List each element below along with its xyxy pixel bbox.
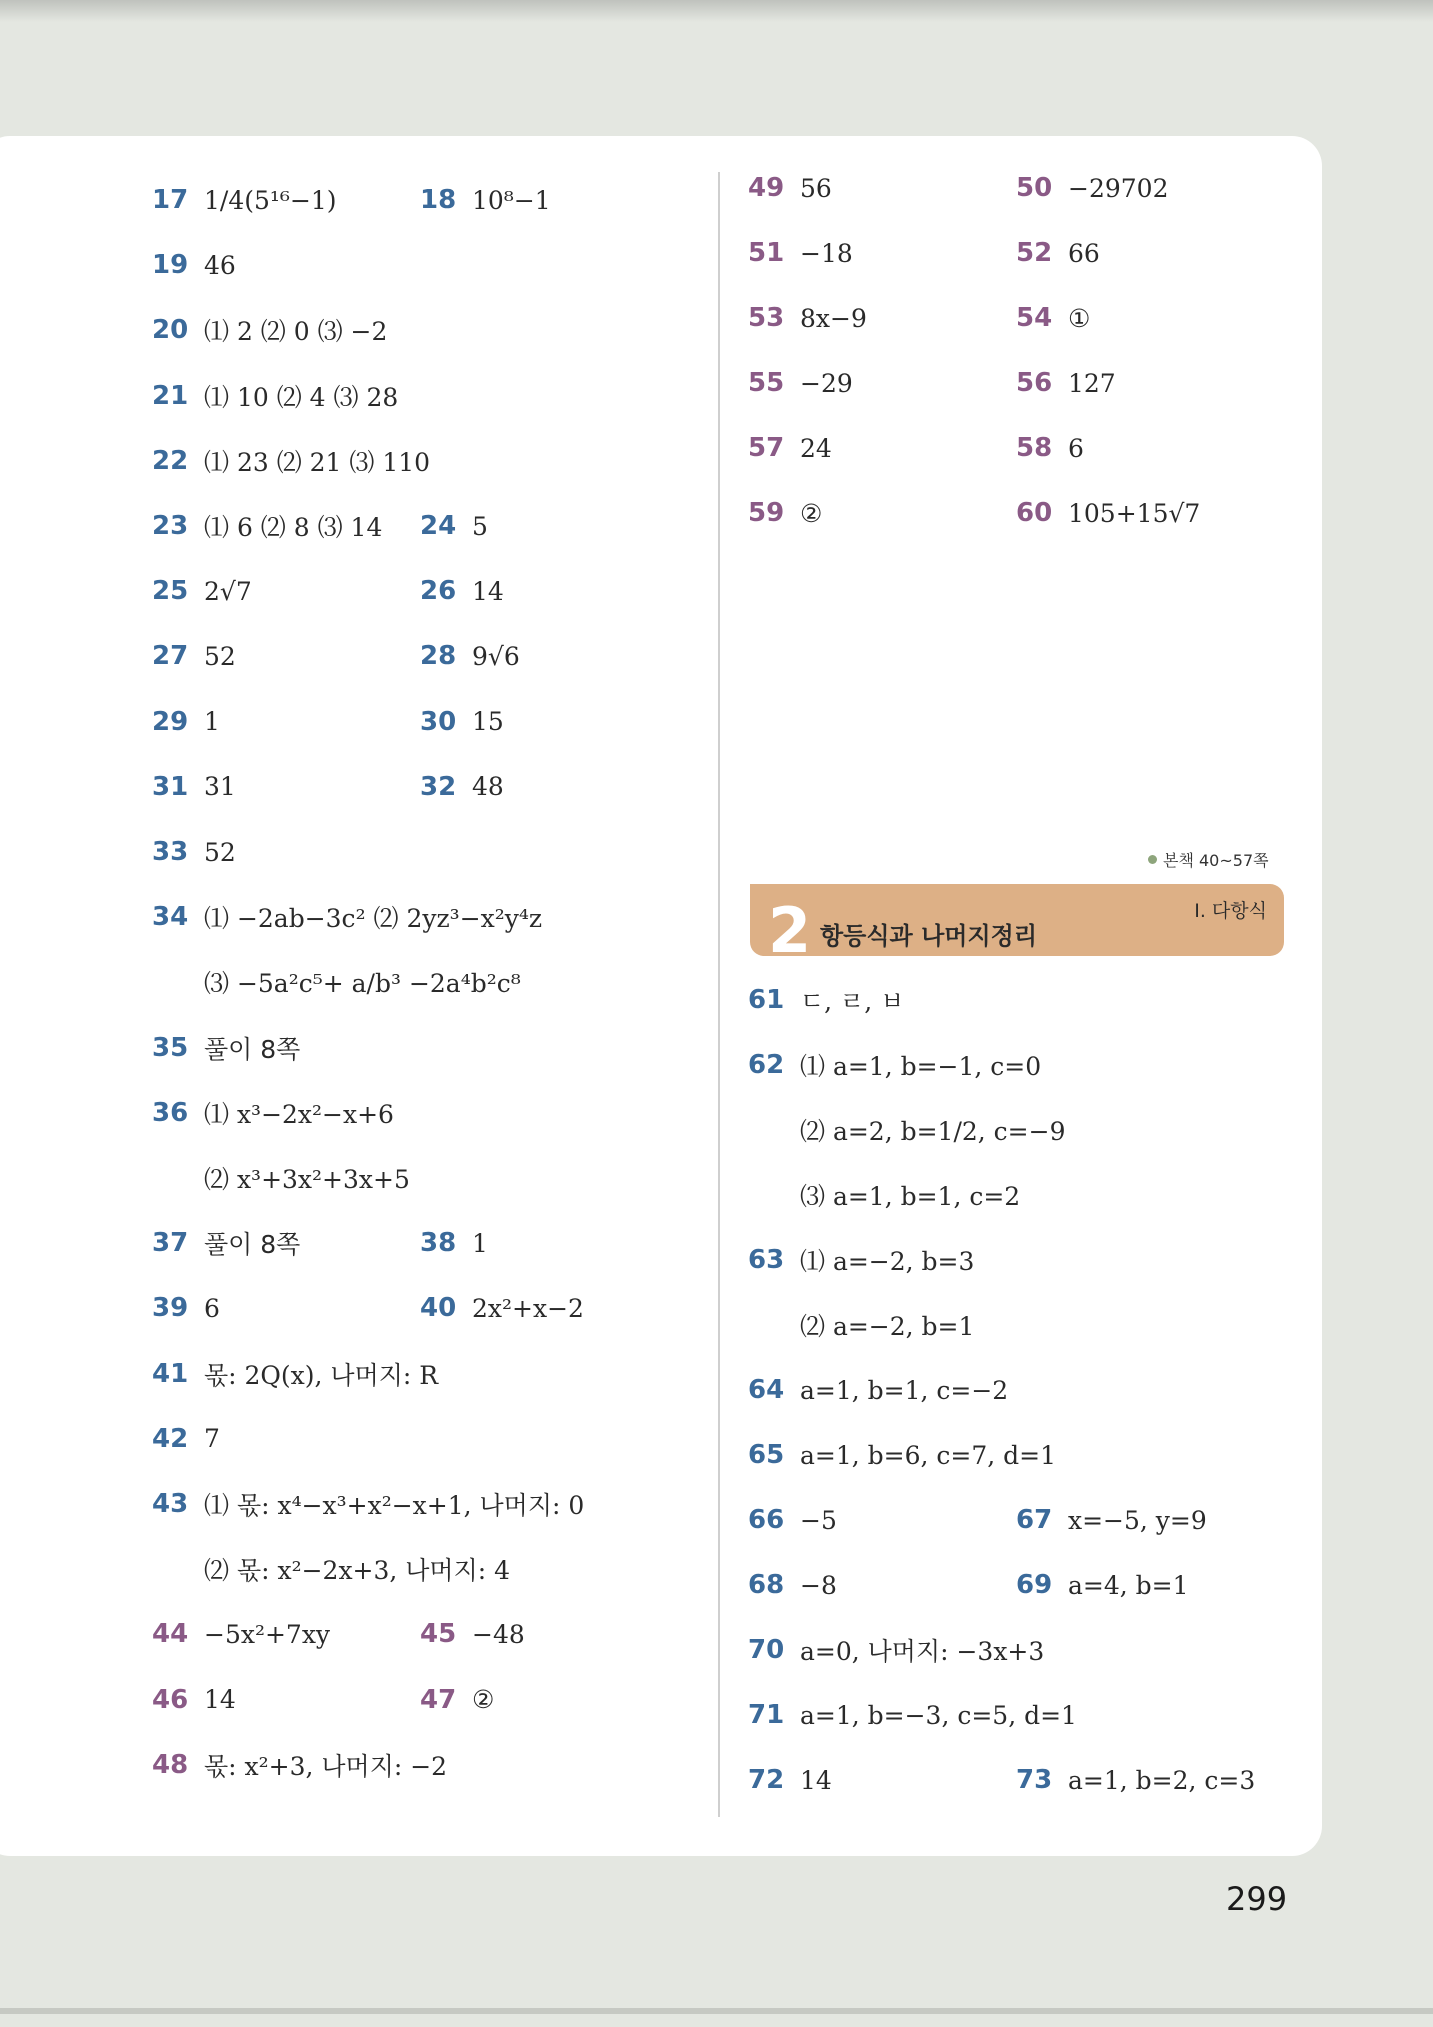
problem-number: 26 bbox=[420, 576, 457, 607]
section-number: 2 bbox=[768, 894, 812, 967]
answer-text: ② bbox=[800, 498, 823, 528]
problem-number: 36 bbox=[152, 1097, 189, 1128]
answer-row bbox=[748, 1628, 1044, 1672]
problem-number: 49 bbox=[748, 173, 785, 203]
answer-row bbox=[152, 895, 542, 939]
answer-row bbox=[152, 700, 220, 744]
answer-row bbox=[152, 569, 252, 613]
answer-row bbox=[152, 634, 236, 678]
answer-row-second bbox=[1016, 1758, 1255, 1802]
answer-row bbox=[748, 1238, 974, 1282]
answer-text: 몫: x²+3, 나머지: −2 bbox=[204, 1751, 448, 1781]
answer-text: −18 bbox=[800, 238, 853, 268]
answer-row bbox=[748, 1108, 1065, 1152]
problem-number: 51 bbox=[748, 238, 785, 268]
answer-text: ⑵ 몫: x²−2x+3, 나머지: 4 bbox=[204, 1556, 511, 1586]
problem-number: 27 bbox=[152, 641, 189, 672]
problem-number: 54 bbox=[1016, 303, 1053, 333]
answer-row bbox=[152, 308, 387, 352]
answer-text: 8x−9 bbox=[800, 303, 867, 333]
answer-text: a=1, b=2, c=3 bbox=[1068, 1765, 1256, 1795]
problem-number: 35 bbox=[152, 1032, 189, 1063]
answer-text: 52 bbox=[204, 641, 236, 671]
answer-text: 1/4(5¹⁶−1) bbox=[204, 185, 337, 215]
page-bottom-edge bbox=[0, 2008, 1433, 2014]
answer-row bbox=[152, 765, 236, 809]
problem-number: 73 bbox=[1016, 1765, 1053, 1795]
problem-number: 34 bbox=[152, 902, 189, 933]
answer-row bbox=[152, 504, 382, 548]
answer-text: ⑴ a=−2, b=3 bbox=[800, 1247, 975, 1276]
answer-text: 66 bbox=[1068, 238, 1100, 268]
answer-row bbox=[748, 296, 867, 340]
problem-number: 45 bbox=[420, 1619, 457, 1650]
answer-text: ⑴ 10 ⑵ 4 ⑶ 28 bbox=[204, 382, 399, 412]
problem-number: 67 bbox=[1016, 1505, 1053, 1535]
answer-row bbox=[748, 166, 832, 210]
answer-row bbox=[152, 1482, 584, 1526]
page-number: 299 bbox=[1226, 1880, 1288, 1918]
answer-row-second bbox=[420, 765, 504, 809]
answer-row bbox=[748, 231, 853, 275]
problem-number: 30 bbox=[420, 706, 457, 737]
problem-number: 62 bbox=[748, 1050, 785, 1080]
answer-text: ⑵ a=2, b=1/2, c=−9 bbox=[800, 1117, 1066, 1146]
answer-text: a=1, b=1, c=−2 bbox=[800, 1375, 1009, 1405]
answer-text: 24 bbox=[800, 433, 832, 463]
answer-text: ⑴ −2ab−3c² ⑵ 2yz³−x²y⁴z bbox=[204, 904, 543, 934]
answer-row-second bbox=[1016, 166, 1168, 210]
problem-number: 60 bbox=[1016, 498, 1053, 528]
answer-row-second bbox=[1016, 231, 1100, 275]
answer-row bbox=[748, 1368, 1008, 1412]
problem-number: 68 bbox=[748, 1570, 785, 1600]
answer-text: ⑴ 23 ⑵ 21 ⑶ 110 bbox=[204, 447, 431, 477]
answer-row bbox=[152, 1352, 438, 1396]
answer-row-second bbox=[1016, 426, 1084, 470]
problem-number: 38 bbox=[420, 1228, 457, 1259]
answer-row bbox=[152, 178, 337, 222]
problem-number: 47 bbox=[420, 1684, 457, 1715]
section-category: I. 다항식 bbox=[1194, 900, 1267, 922]
answer-row bbox=[748, 491, 822, 535]
answer-row bbox=[152, 960, 521, 1004]
answer-row bbox=[748, 361, 853, 405]
column-divider bbox=[718, 172, 720, 1817]
answer-text: ⑶ −5a²c⁵+ a/b³ −2a⁴b²c⁸ bbox=[204, 969, 521, 999]
answer-text: x=−5, y=9 bbox=[1068, 1505, 1207, 1535]
answer-row bbox=[748, 426, 832, 470]
answer-text: a=0, 나머지: −3x+3 bbox=[800, 1637, 1045, 1666]
problem-number: 31 bbox=[152, 771, 189, 802]
problem-number: 23 bbox=[152, 511, 189, 541]
answer-text: ⑴ 몫: x⁴−x³+x²−x+1, 나머지: 0 bbox=[204, 1491, 585, 1520]
answer-row bbox=[748, 1303, 974, 1347]
answer-text: 5 bbox=[472, 511, 488, 541]
answer-row-second bbox=[1016, 296, 1090, 340]
problem-number: 56 bbox=[1016, 368, 1053, 398]
answer-row bbox=[748, 1173, 1020, 1217]
answer-text: 9√6 bbox=[472, 641, 520, 671]
answer-row bbox=[152, 1743, 447, 1787]
problem-number: 69 bbox=[1016, 1570, 1053, 1600]
answer-row bbox=[152, 374, 398, 418]
answer-text: 46 bbox=[204, 250, 236, 280]
answer-text: ① bbox=[1068, 303, 1091, 333]
problem-number: 55 bbox=[748, 368, 785, 398]
answer-text: ⑴ a=1, b=−1, c=0 bbox=[800, 1052, 1042, 1081]
problem-number: 52 bbox=[1016, 238, 1053, 268]
answer-row bbox=[152, 1678, 236, 1722]
problem-number: 71 bbox=[748, 1700, 785, 1730]
problem-number: 22 bbox=[152, 445, 189, 476]
answer-row bbox=[152, 1417, 220, 1461]
answer-row-second bbox=[420, 1678, 494, 1722]
answer-row-second bbox=[1016, 491, 1200, 535]
problem-number: 18 bbox=[420, 185, 457, 215]
answer-text: −29702 bbox=[1068, 173, 1169, 203]
page-top-shadow bbox=[0, 0, 1433, 22]
reference-note bbox=[1148, 848, 1269, 871]
answer-text: ⑴ x³−2x²−x+6 bbox=[204, 1099, 394, 1129]
answer-text: 14 bbox=[800, 1765, 832, 1795]
answer-row-second bbox=[420, 504, 488, 548]
problem-number: 63 bbox=[748, 1245, 785, 1275]
problem-number: 59 bbox=[748, 498, 785, 528]
answer-row bbox=[748, 1693, 1077, 1737]
answer-text: ② bbox=[472, 1685, 495, 1715]
problem-number: 21 bbox=[152, 380, 189, 411]
answer-text: −29 bbox=[800, 368, 853, 398]
section-title: 항등식과 나머지정리 bbox=[820, 922, 1038, 950]
answer-row bbox=[152, 1091, 394, 1135]
problem-number: 40 bbox=[420, 1293, 457, 1324]
answer-text: 127 bbox=[1068, 368, 1116, 398]
problem-number: 39 bbox=[152, 1293, 189, 1324]
answer-row bbox=[152, 1156, 410, 1200]
problem-number: 42 bbox=[152, 1423, 189, 1454]
problem-number: 70 bbox=[748, 1635, 785, 1665]
answer-row bbox=[152, 1221, 300, 1265]
problem-number: 61 bbox=[748, 985, 785, 1015]
answer-row-second bbox=[1016, 1498, 1207, 1542]
answer-row bbox=[152, 1026, 300, 1070]
answer-text: 105+15√7 bbox=[1068, 498, 1201, 528]
problem-number: 58 bbox=[1016, 433, 1053, 463]
answer-text: 10⁸−1 bbox=[472, 185, 551, 215]
answer-text: 1 bbox=[204, 707, 220, 737]
problem-number: 46 bbox=[152, 1684, 189, 1715]
problem-number: 43 bbox=[152, 1489, 189, 1519]
answer-row bbox=[152, 243, 236, 287]
answer-row-second bbox=[420, 178, 551, 222]
answer-text: a=1, b=−3, c=5, d=1 bbox=[800, 1700, 1077, 1730]
problem-number: 37 bbox=[152, 1228, 189, 1259]
problem-number: 19 bbox=[152, 250, 189, 281]
answer-row bbox=[748, 1563, 837, 1607]
answer-text: ㄷ, ㄹ, ㅂ bbox=[800, 987, 905, 1016]
answer-row-second bbox=[1016, 1563, 1189, 1607]
problem-number: 25 bbox=[152, 576, 189, 607]
answer-text: 6 bbox=[204, 1293, 220, 1323]
answer-row bbox=[152, 1612, 330, 1656]
answer-row bbox=[748, 1758, 832, 1802]
answer-text: ⑴ 2 ⑵ 0 ⑶ −2 bbox=[204, 317, 388, 347]
answer-row bbox=[152, 439, 430, 483]
answer-text: a=4, b=1 bbox=[1068, 1570, 1189, 1600]
answer-text: 풀이 8쪽 bbox=[204, 1034, 301, 1064]
answer-text: 15 bbox=[472, 707, 504, 737]
problem-number: 28 bbox=[420, 641, 457, 672]
answer-text: 풀이 8쪽 bbox=[204, 1230, 301, 1260]
answer-text: 48 bbox=[472, 772, 504, 802]
reference-text: 본책 40~57쪽 bbox=[1163, 851, 1269, 870]
problem-number: 20 bbox=[152, 315, 189, 346]
answer-text: 몫: 2Q(x), 나머지: R bbox=[204, 1360, 439, 1390]
answer-text: 14 bbox=[204, 1685, 236, 1715]
problem-number: 53 bbox=[748, 303, 785, 333]
problem-number: 33 bbox=[152, 837, 189, 867]
problem-number: 64 bbox=[748, 1375, 785, 1405]
answer-text: ⑵ a=−2, b=1 bbox=[800, 1312, 975, 1341]
answer-row-second bbox=[1016, 361, 1116, 405]
answer-text: −5 bbox=[800, 1505, 837, 1535]
answer-text: a=1, b=6, c=7, d=1 bbox=[800, 1440, 1057, 1470]
answer-row bbox=[748, 1433, 1056, 1477]
answer-text: 7 bbox=[204, 1424, 220, 1454]
answer-row-second bbox=[420, 700, 504, 744]
answer-text: −48 bbox=[472, 1619, 525, 1649]
answer-text: 2x²+x−2 bbox=[472, 1293, 584, 1323]
bullet-dot-icon bbox=[1148, 855, 1157, 864]
answer-text: ⑴ 6 ⑵ 8 ⑶ 14 bbox=[204, 513, 383, 542]
problem-number: 57 bbox=[748, 433, 785, 463]
answer-row bbox=[152, 1547, 510, 1591]
answer-text: 31 bbox=[204, 772, 236, 802]
answer-row-second bbox=[420, 569, 504, 613]
problem-number: 41 bbox=[152, 1358, 189, 1389]
answer-row bbox=[152, 830, 236, 874]
answer-row bbox=[748, 1498, 837, 1542]
answer-text: −8 bbox=[800, 1570, 837, 1600]
answer-row-second bbox=[420, 1221, 488, 1265]
answer-row bbox=[748, 978, 904, 1022]
problem-number: 50 bbox=[1016, 173, 1053, 203]
answer-text: 2√7 bbox=[204, 576, 252, 606]
answer-row-second bbox=[420, 1286, 584, 1330]
problem-number: 29 bbox=[152, 706, 189, 737]
answer-text: ⑶ a=1, b=1, c=2 bbox=[800, 1182, 1021, 1211]
problem-number: 32 bbox=[420, 771, 457, 802]
answer-row bbox=[748, 1043, 1041, 1087]
answer-text: ⑵ x³+3x²+3x+5 bbox=[204, 1165, 410, 1194]
problem-number: 66 bbox=[748, 1505, 785, 1535]
problem-number: 44 bbox=[152, 1619, 189, 1650]
answer-text: 14 bbox=[472, 576, 504, 606]
answer-text: −5x²+7xy bbox=[204, 1619, 331, 1649]
answer-row bbox=[152, 1286, 220, 1330]
answer-row-second bbox=[420, 634, 520, 678]
answer-text: 52 bbox=[204, 837, 236, 867]
answer-text: 56 bbox=[800, 173, 832, 203]
problem-number: 72 bbox=[748, 1765, 785, 1795]
answer-row-second bbox=[420, 1612, 525, 1656]
answer-text: 1 bbox=[472, 1228, 488, 1258]
answer-text: 6 bbox=[1068, 433, 1084, 463]
problem-number: 17 bbox=[152, 185, 189, 215]
problem-number: 65 bbox=[748, 1440, 785, 1470]
problem-number: 24 bbox=[420, 511, 457, 541]
problem-number: 48 bbox=[152, 1749, 189, 1780]
